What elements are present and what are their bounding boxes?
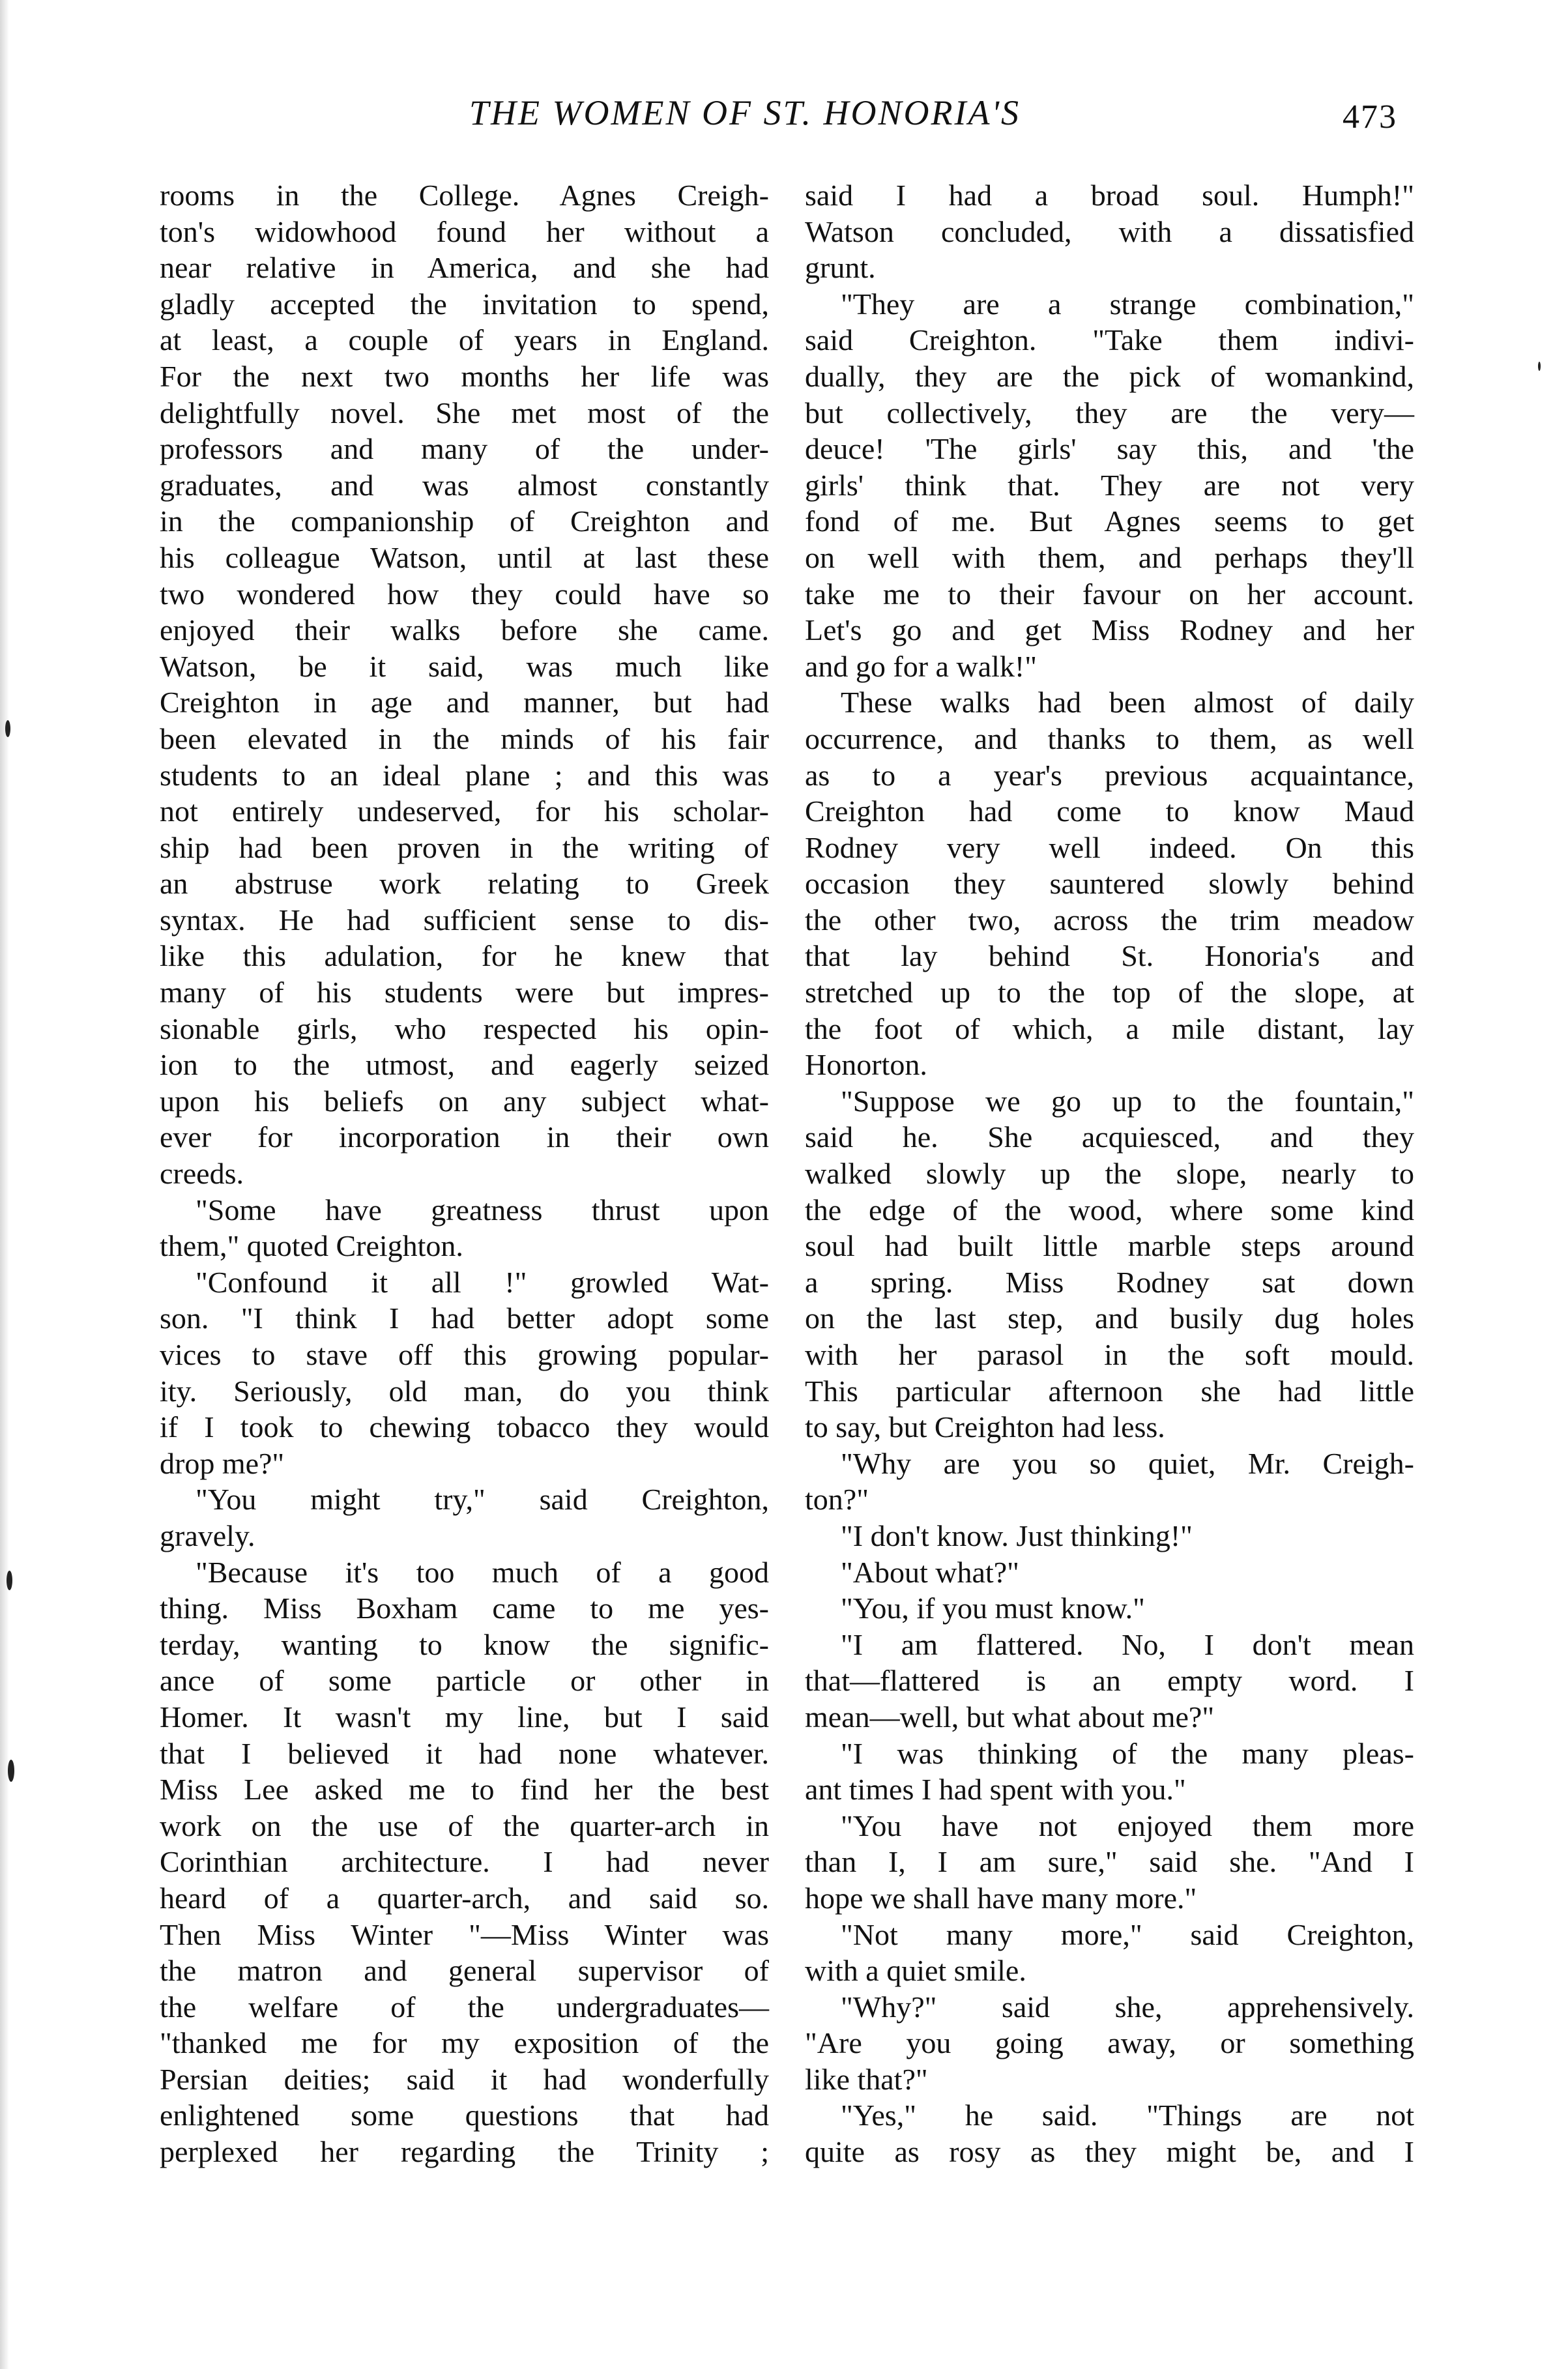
left-column-text-line: two wondered how they could have so [160, 577, 769, 611]
right-column-text-line: on well with them, and perhaps they'll [805, 540, 1414, 574]
margin-speck [5, 720, 10, 737]
right-column-text-line: "You have not enjoyed them more [841, 1809, 1414, 1842]
left-column-text-line: at least, a couple of years in England. [160, 323, 769, 357]
right-column-text-line: with her parasol in the soft mould. [805, 1338, 1414, 1371]
right-column-text-line: hope we shall have many more." [805, 1881, 1197, 1915]
right-column-text-line: "Are you going away, or something [805, 2026, 1414, 2060]
left-column-text-line: ship had been proven in the writing of [160, 830, 769, 864]
left-column-text-line: like this adulation, for he knew that [160, 939, 769, 973]
right-column-text-line: "Suppose we go up to the fountain," [841, 1084, 1414, 1118]
right-column-text-line: soul had built little marble steps around [805, 1229, 1414, 1263]
margin-speck [1538, 362, 1541, 371]
right-column-text-line: and go for a walk!" [805, 649, 1037, 683]
left-column-text-line: gravely. [160, 1519, 255, 1552]
right-column-text-line: said Creighton. "Take them indivi- [805, 323, 1414, 357]
right-column-text-line: with a quiet smile. [805, 1954, 1026, 1988]
right-column-text-line: than I, I am sure," said she. "And I [805, 1845, 1414, 1879]
left-column-text-line: For the next two months her life was [160, 359, 769, 393]
left-column-text-line: thing. Miss Boxham came to me yes- [160, 1591, 769, 1625]
left-column-text-line: delightfully novel. She met most of the [160, 396, 769, 429]
right-column-text-line: Honorton. [805, 1048, 927, 1082]
right-column-text-line: "Why are you so quiet, Mr. Creigh- [841, 1446, 1414, 1480]
left-column-text-line: enlightened some questions that had [160, 2099, 769, 2132]
left-column-text-line: "thanked me for my exposition of the [160, 2026, 769, 2060]
right-column-text-line: Watson concluded, with a dissatisfied [805, 214, 1414, 248]
left-column-text-line: ever for incorporation in their own [160, 1120, 769, 1154]
right-column-text-line: ton?" [805, 1483, 869, 1517]
right-column-text-line: walked slowly up the slope, nearly to [805, 1157, 1414, 1191]
right-column-text-line: "I don't know. Just thinking!" [841, 1519, 1193, 1552]
right-column-text-line: occasion they sauntered slowly behind [805, 867, 1414, 901]
right-column-text-line: mean—well, but what about me?" [805, 1700, 1215, 1734]
left-column-text-line: upon his beliefs on any subject what- [160, 1084, 769, 1118]
left-column-text-line: Watson, be it said, was much like [160, 649, 769, 683]
right-column-text-line: girls' think that. They are not very [805, 468, 1414, 502]
left-column-text-line: graduates, and was almost constantly [160, 468, 769, 502]
left-column-text-line: "Confound it all !" growled Wat- [196, 1265, 769, 1299]
left-column-text-line: an abstruse work relating to Greek [160, 867, 769, 901]
left-column-text-line: in the companionship of Creighton and [160, 504, 769, 538]
right-column-text-line: "Why?" said she, apprehensively. [841, 1990, 1414, 2024]
left-column-text-line: "You might try," said Creighton, [196, 1483, 769, 1517]
right-text-column [805, 177, 1414, 2170]
left-column-text-line: creeds. [160, 1157, 244, 1191]
left-column-text-line: been elevated in the minds of his fair [160, 721, 769, 755]
right-column-text-line: on the last step, and busily dug holes [805, 1301, 1414, 1335]
right-column-text-line: grunt. [805, 251, 876, 285]
right-column-text-line: These walks had been almost of daily [841, 686, 1414, 719]
right-column-text-line: "I am flattered. No, I don't mean [841, 1627, 1414, 1661]
left-column-text-line: that I believed it had none whatever. [160, 1736, 769, 1770]
left-column-text-line: ance of some particle or other in [160, 1664, 769, 1698]
left-column-text-line: the welfare of the undergraduates— [160, 1990, 769, 2024]
left-column-text-line: vices to stave off this growing popular- [160, 1338, 769, 1371]
left-column-text-line: rooms in the College. Agnes Creigh- [160, 179, 769, 212]
right-column-text-line: ant times I had spent with you." [805, 1773, 1186, 1807]
left-column-text-line: the matron and general supervisor of [160, 1954, 769, 1988]
right-column-text-line: said he. She acquiesced, and they [805, 1120, 1414, 1154]
left-column-text-line: perplexed her regarding the Trinity ; [160, 2135, 769, 2169]
right-column-text-line: "About what?" [841, 1555, 1019, 1589]
right-column-text-line: fond of me. But Agnes seems to get [805, 504, 1414, 538]
margin-speck [8, 1760, 14, 1782]
right-column-text-line: "Yes," he said. "Things are not [841, 2099, 1414, 2132]
right-column-text-line: the other two, across the trim meadow [805, 903, 1414, 937]
left-column-text-line: enjoyed their walks before she came. [160, 613, 769, 647]
right-column-text-line: "Not many more," said Creighton, [841, 1917, 1414, 1951]
right-column-text-line: take me to their favour on her account. [805, 577, 1414, 611]
right-column-text-line: as to a year's previous acquaintance, [805, 758, 1414, 792]
left-column-text-line: Miss Lee asked me to find her the best [160, 1773, 769, 1807]
left-column-text-line: "Because it's too much of a good [196, 1555, 769, 1589]
right-column-text-line: the foot of which, a mile distant, lay [805, 1011, 1414, 1045]
left-text-column [160, 177, 769, 2170]
left-column-text-line: if I took to chewing tobacco they would [160, 1410, 769, 1444]
right-column-text-line: Rodney very well indeed. On this [805, 830, 1414, 864]
right-column-text-line: that lay behind St. Honoria's and [805, 939, 1414, 973]
left-column-text-line: terday, wanting to know the signific- [160, 1627, 769, 1661]
left-column-text-line: syntax. He had sufficient sense to dis- [160, 903, 769, 937]
left-column-text-line: ton's widowhood found her without a [160, 214, 769, 248]
left-column-text-line: drop me?" [160, 1446, 285, 1480]
right-column-text-line: stretched up to the top of the slope, at [805, 976, 1414, 1010]
right-column-text-line: deuce! 'The girls' say this, and 'the [805, 432, 1414, 466]
left-column-text-line: not entirely undeserved, for his scholar- [160, 794, 769, 828]
left-column-text-line: his colleague Watson, until at last these [160, 540, 769, 574]
right-column-text-line: a spring. Miss Rodney sat down [805, 1265, 1414, 1299]
left-column-text-line: sionable girls, who respected his opin- [160, 1011, 769, 1045]
right-column-text-line: said I had a broad soul. Humph!" [805, 179, 1414, 212]
left-column-text-line: work on the use of the quarter-arch in [160, 1809, 769, 1842]
right-column-text-line: Let's go and get Miss Rodney and her [805, 613, 1414, 647]
left-column-text-line: ion to the utmost, and eagerly seized [160, 1048, 769, 1082]
left-column-text-line: many of his students were but impres- [160, 976, 769, 1010]
left-column-text-line: ity. Seriously, old man, do you think [160, 1374, 769, 1408]
left-column-text-line: Then Miss Winter "—Miss Winter was [160, 1917, 769, 1951]
left-column-text-line: gladly accepted the invitation to spend, [160, 287, 769, 321]
left-column-text-line: near relative in America, and she had [160, 251, 769, 285]
left-column-text-line: Corinthian architecture. I had never [160, 1845, 769, 1879]
right-column-text-line: This particular afternoon she had little [805, 1374, 1414, 1408]
left-column-text-line: "Some have greatness thrust upon [196, 1193, 769, 1227]
left-column-text-line: Creighton in age and manner, but had [160, 686, 769, 719]
right-column-text-line: "You, if you must know." [841, 1591, 1145, 1625]
right-column-text-line: but collectively, they are the very— [805, 396, 1414, 429]
right-column-text-line: quite as rosy as they might be, and I [805, 2135, 1414, 2169]
page-number: 473 [1343, 98, 1397, 136]
right-column-text-line: "I was thinking of the many pleas- [841, 1736, 1414, 1770]
right-column-text-line: the edge of the wood, where some kind [805, 1193, 1414, 1227]
right-column-text-line: like that?" [805, 2062, 928, 2096]
right-column-text-line: dually, they are the pick of womankind, [805, 359, 1414, 393]
right-column-text-line: "They are a strange combination," [841, 287, 1414, 321]
right-column-text-line: to say, but Creighton had less. [805, 1410, 1165, 1444]
running-title: THE WOMEN OF ST. HONORIA'S [469, 93, 1021, 132]
left-column-text-line: students to an ideal plane ; and this was [160, 758, 769, 792]
left-column-text-line: professors and many of the under- [160, 432, 769, 466]
left-column-text-line: Persian deities; said it had wonderfully [160, 2062, 769, 2096]
right-column-text-line: Creighton had come to know Maud [805, 794, 1414, 828]
left-column-text-line: son. "I think I had better adopt some [160, 1301, 769, 1335]
left-column-text-line: heard of a quarter-arch, and said so. [160, 1881, 769, 1915]
right-column-text-line: that—flattered is an empty word. I [805, 1664, 1414, 1698]
margin-speck [7, 1571, 12, 1590]
right-column-text-line: occurrence, and thanks to them, as well [805, 721, 1414, 755]
page-edge-shadow [0, 0, 9, 2369]
left-column-text-line: Homer. It wasn't my line, but I said [160, 1700, 769, 1734]
left-column-text-line: them," quoted Creighton. [160, 1229, 463, 1263]
